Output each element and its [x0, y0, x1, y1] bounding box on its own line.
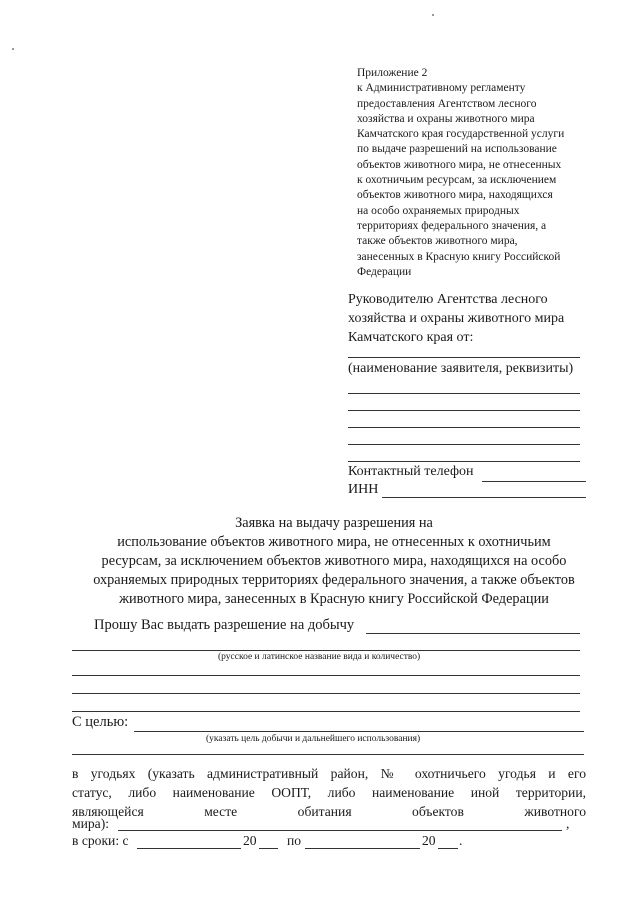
to-label: по: [287, 833, 302, 848]
inn-label: ИНН: [348, 482, 379, 497]
date-to-field[interactable]: [305, 848, 420, 849]
species-field[interactable]: [72, 650, 580, 651]
phone-field[interactable]: [482, 481, 586, 482]
title-line: использование объектов животного мира, не отнесенных к охотничьим: [117, 534, 551, 550]
date-from-field[interactable]: [137, 848, 241, 849]
appendix-line: также объектов животного мира,: [357, 235, 518, 248]
species-field[interactable]: [72, 693, 580, 694]
applicant-details-field[interactable]: [348, 393, 580, 394]
species-caption: (русское и латинское название вида и количество): [218, 652, 421, 662]
phone-label: Контактный телефон: [348, 464, 474, 479]
title-line: животного мира, занесенных в Красную книгу Российской Федерации: [119, 591, 549, 607]
request-text: Прошу Вас выдать разрешение на добычу: [94, 617, 355, 633]
title-line: ресурсам, за исключением объектов животного мира, находящихся на особо: [101, 553, 567, 569]
scan-mark: [432, 14, 434, 16]
appendix-line: Камчатского края государственной услуги: [357, 128, 565, 141]
applicant-details-field[interactable]: [348, 427, 580, 428]
location-line: мира):: [72, 816, 110, 831]
year-prefix: 20: [422, 833, 436, 848]
location-comma: ,: [566, 816, 570, 831]
location-line: являющейся месте обитания объектов животного: [72, 804, 586, 819]
location-field[interactable]: [118, 830, 562, 831]
appendix-line: объектов животного мира, не отнесенных: [357, 158, 562, 171]
applicant-details-field[interactable]: [348, 461, 580, 462]
appendix-header: [357, 66, 593, 280]
appendix-line: объектов животного мира, находящихся: [357, 189, 553, 202]
title-line: охраняемых природных территориях федерального значения, а также объектов: [93, 572, 575, 588]
addressee-line: Руководителю Агентства лесного: [348, 292, 548, 307]
addressee-line: хозяйства и охраны животного мира: [348, 311, 565, 326]
appendix-line: к охотничьим ресурсам, за исключением: [357, 174, 557, 187]
appendix-line: на особо охраняемых природных: [357, 204, 520, 217]
appendix-line: предоставления Агентством лесного: [357, 97, 537, 110]
appendix-line: Федерации: [357, 265, 412, 278]
purpose-field[interactable]: [72, 754, 584, 755]
appendix-line: по выдаче разрешений на использование: [357, 143, 557, 156]
location-line: в угодьях (указать административный район, № охотничьего угодья и его: [72, 766, 586, 781]
purpose-label: С целью:: [72, 714, 129, 730]
applicant-details-field[interactable]: [348, 410, 580, 411]
species-field[interactable]: [72, 675, 580, 676]
dates-end: .: [459, 833, 463, 848]
appendix-line: территориях федерального значения, а: [357, 219, 547, 232]
inn-field[interactable]: [382, 497, 586, 498]
scan-mark: [12, 48, 14, 50]
appendix-line: занесенных в Красную книгу Российской: [357, 250, 561, 263]
purpose-caption: (указать цель добычи и дальнейшего использования): [206, 734, 421, 744]
document-title: [60, 514, 608, 609]
dates-label: в сроки: с: [72, 833, 129, 848]
year-prefix: 20: [243, 833, 257, 848]
year-from-field[interactable]: [259, 848, 278, 849]
purpose-field[interactable]: [134, 731, 584, 732]
applicant-name-field[interactable]: [348, 357, 580, 358]
appendix-line: к Административному регламенту: [357, 82, 526, 95]
title-line: Заявка на выдачу разрешения на: [235, 515, 433, 531]
year-to-field[interactable]: [438, 848, 458, 849]
location-line: статус, либо наименование ООПТ, либо наименование иной территории,: [72, 785, 586, 800]
appendix-line: хозяйства и охраны животного мира: [357, 112, 535, 125]
addressee-block: [348, 290, 593, 347]
applicant-caption: (наименование заявителя, реквизиты): [348, 361, 574, 376]
species-field[interactable]: [366, 633, 580, 634]
applicant-details-field[interactable]: [348, 444, 580, 445]
appendix-title: Приложение 2: [357, 67, 428, 79]
addressee-line: Камчатского края от:: [348, 330, 474, 345]
species-field[interactable]: [72, 711, 580, 712]
